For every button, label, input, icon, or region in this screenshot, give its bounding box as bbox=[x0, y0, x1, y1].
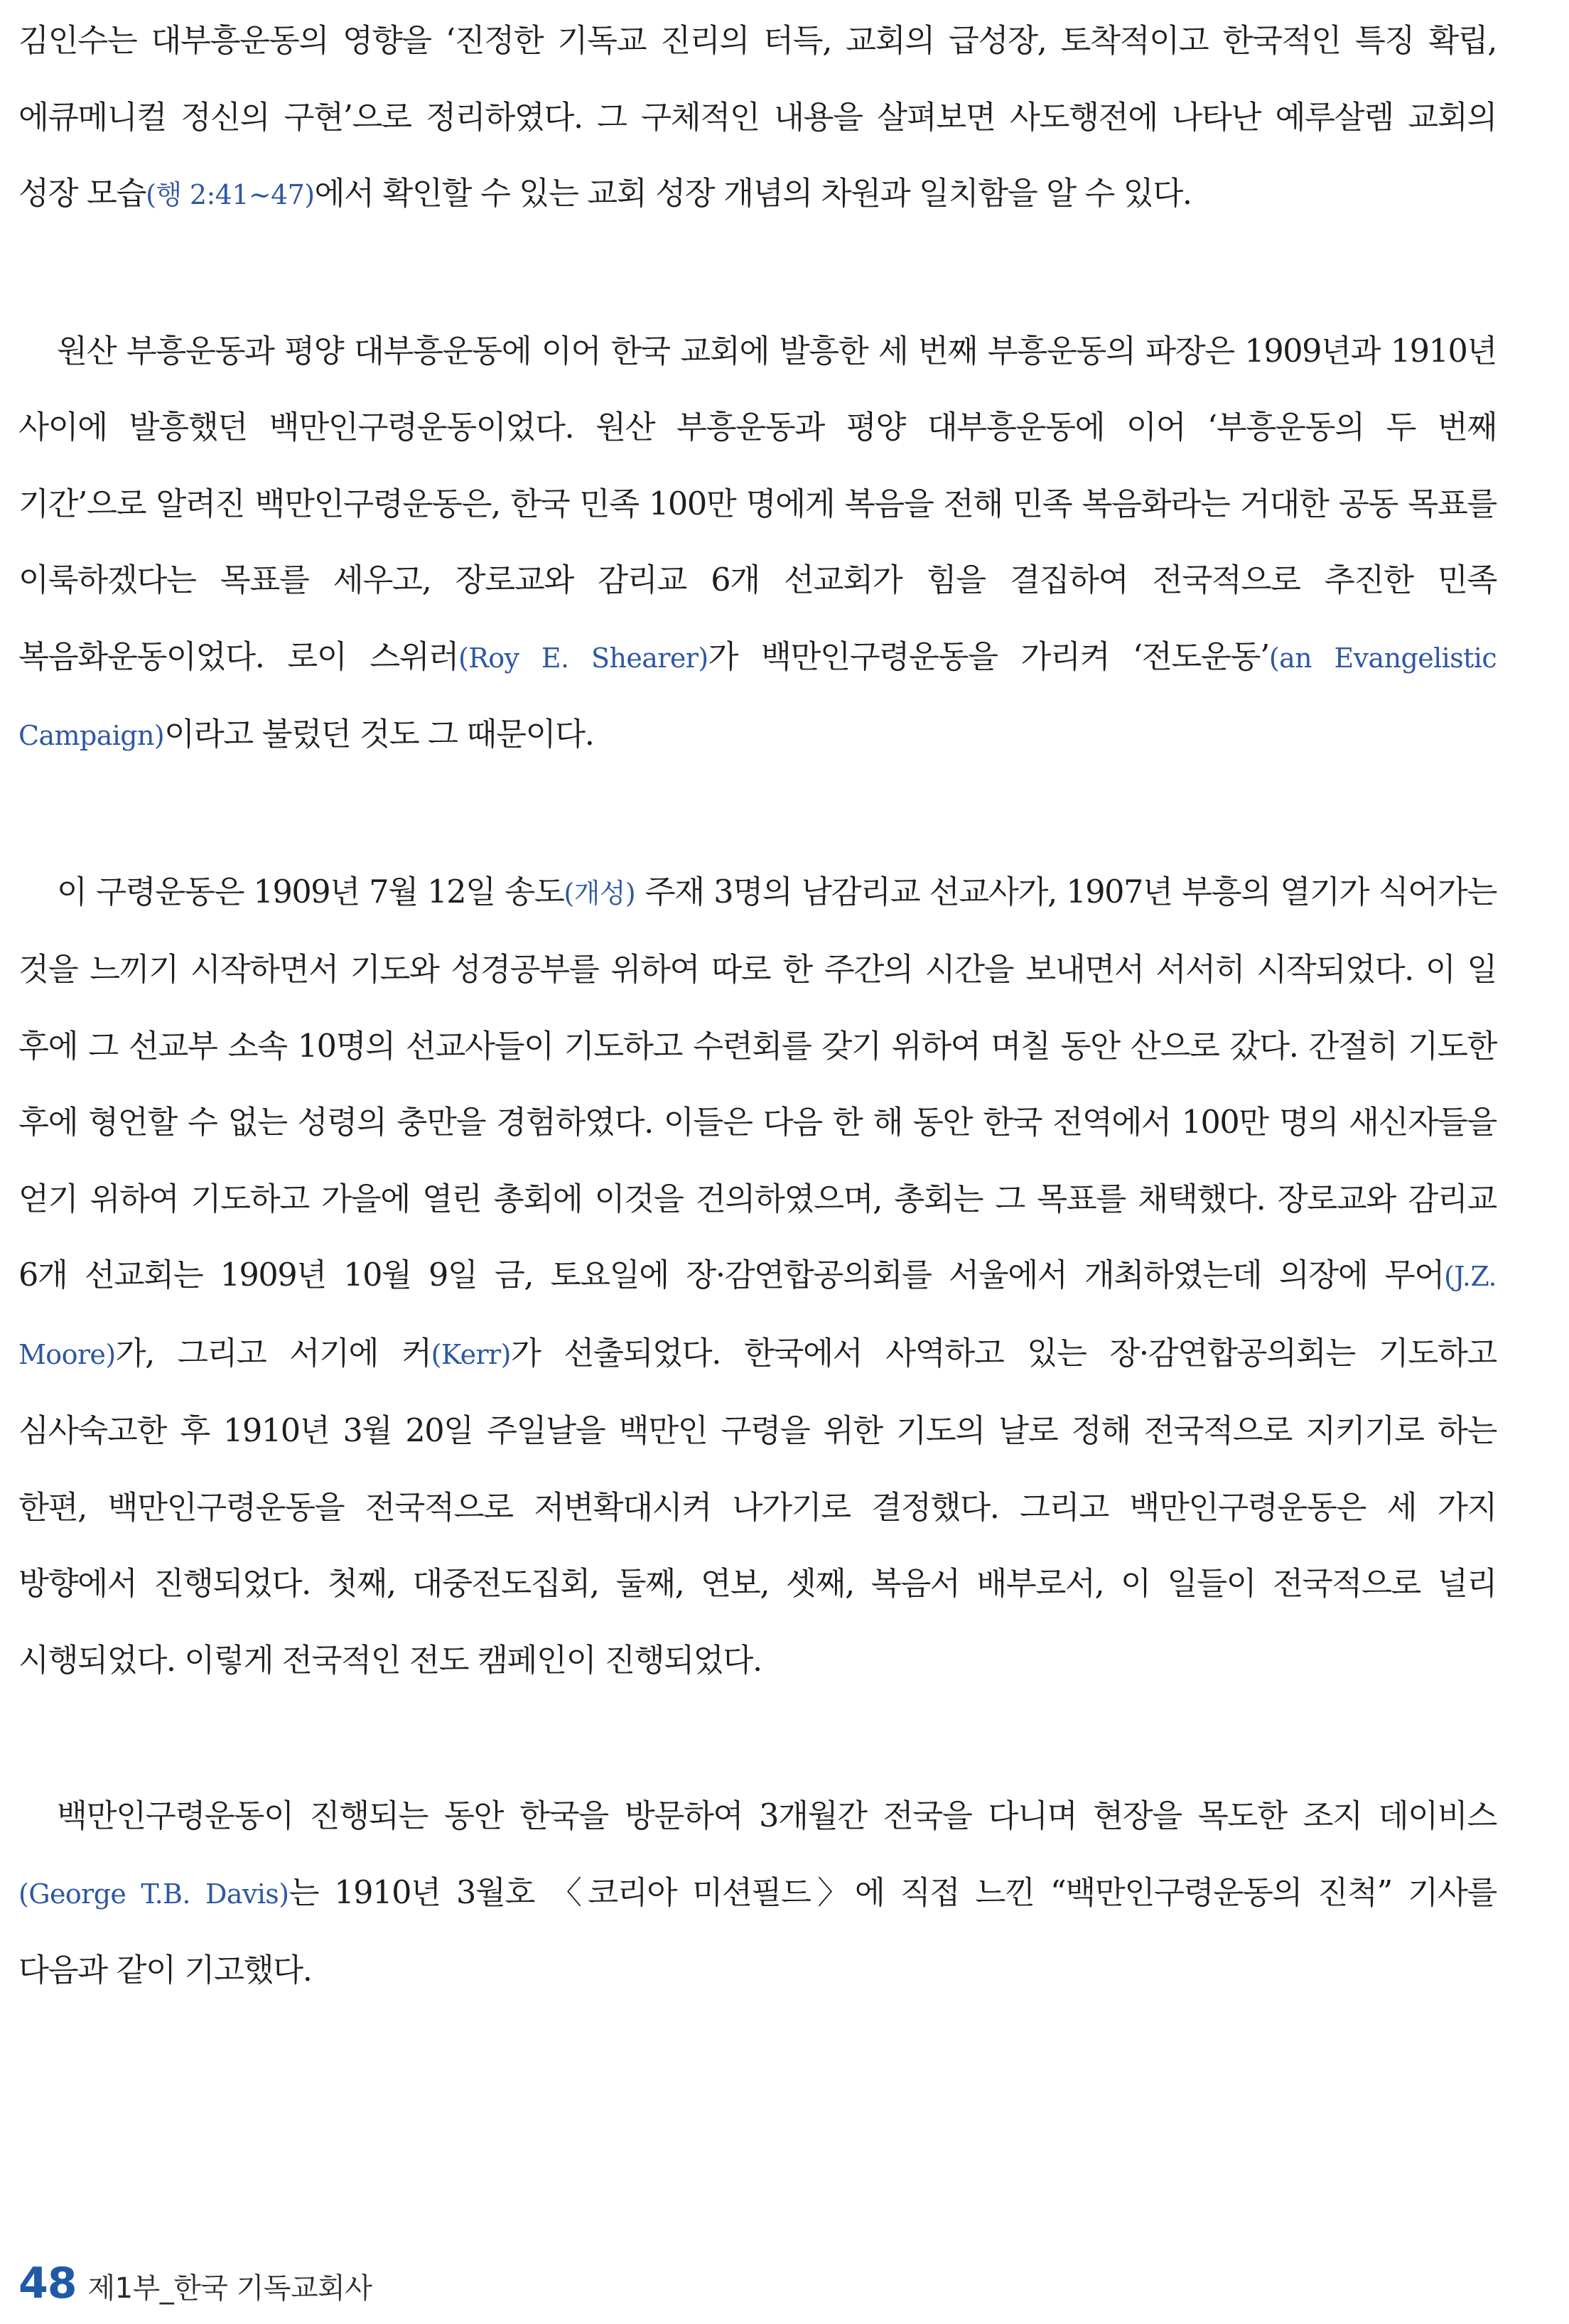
paragraph-text: 이 구령운동은 1909년 7월 12일 송도 bbox=[57, 873, 564, 910]
paragraph-4 bbox=[18, 1778, 1497, 2009]
paragraph-3 bbox=[18, 854, 1497, 1699]
paragraph-text: 가, 그리고 서기에 커 bbox=[115, 1335, 431, 1372]
paragraph-2 bbox=[18, 313, 1497, 775]
paragraph-text: 에서 확인할 수 있는 교회 성장 개념의 차원과 일치함을 알 수 있다. bbox=[314, 176, 1192, 212]
paragraph-text: 이라고 불렀던 것도 그 때문이다. bbox=[164, 716, 594, 753]
place-annotation: (개성) bbox=[564, 877, 636, 909]
page-footer bbox=[18, 2259, 372, 2308]
paragraph-text: 김인수는 대부흥운동의 영향을 ‘진정한 기독교 진리의 터득, 교회의 급성장, 토착적이고 한국적인 특징 확립, 에큐메니컬 정신의 구현’으로 정리하였다. 그 구체적인 내용을 살펴보면 사도행전에 나타난 예루살렘 교회의 성장 모습 bbox=[18, 23, 1497, 212]
name-annotation: (Kerr) bbox=[431, 1338, 511, 1370]
scripture-reference: (행 2:41~47) bbox=[146, 179, 315, 210]
running-head: 제1부_한국 기독교회사 bbox=[87, 2272, 372, 2305]
paragraph-text: 백만인구령운동이 진행되는 동안 한국을 방문하여 3개월간 전국을 다니며 현장을 목도한 조지 데이비스 bbox=[57, 1798, 1497, 1834]
paragraph-text: 주재 3명의 남감리교 선교사가, 1907년 부흥의 열기가 식어가는 것을 느끼기 시작하면서 기도와 성경공부를 위하여 따로 한 주간의 시간을 보내면서 서서히 시작되었다. 이 일 후에 그 선교부 소속 10명의 선교사들이 기도하고 수련회를 갖기 위하여 며칠 동안 산으로 갔다. 간절히 기도한 후에 형언할 수 없는 성령의 충만을 경험하였다. 이들은 다음 한 해 동안 한국 전역에서 100만 명의 새신자들을 얻기 위하여 기도하고 가을에 열린 총회에 이것을 건의하였으며, 총회는 그 목표를 채택했다. 장로교와 감리교 6개 선교회는 1909년 10월 9일 금, 토요일에 장·감연합공의회를 서울에서 개최하였는데 의장에 무어 bbox=[18, 873, 1497, 1293]
paragraph-text: 원산 부흥운동과 평양 대부흥운동에 이어 한국 교회에 발흥한 세 번째 부흥운동의 파장은 1909년과 1910년 사이에 발흥했던 백만인구령운동이었다. 원산 부흥운동과 평양 대부흥운동에 이어 ‘부흥운동의 두 번째 기간’으로 알려진 백만인구령운동은, 한국 민족 100만 명에게 복음을 전해 민족 복음화라는 거대한 공동 목표를 이룩하겠다는 목표를 세우고, 장로교와 감리교 6개 선교회가 힘을 결집하여 전국적으로 추진한 민족 복음화운동이었다. 로이 스위러 bbox=[18, 333, 1497, 675]
name-annotation: (George T.B. Davis) bbox=[18, 1878, 289, 1910]
paragraph-text: 는 1910년 3월호 〈코리아 미션필드〉에 직접 느낀 “백만인구령운동의 진척” 기사를 다음과 같이 기고했다. bbox=[18, 1874, 1497, 1989]
paragraph-text: 가 백만인구령운동을 가리켜 ‘전도운동’ bbox=[708, 638, 1269, 675]
name-annotation: (Roy E. Shearer) bbox=[458, 642, 708, 674]
document-page bbox=[18, 0, 1497, 2009]
page-number: 48 bbox=[18, 2259, 77, 2308]
term-annotation: (an Evangelistic Campaign) bbox=[18, 642, 1497, 751]
name-annotation: (J.Z. Moore) bbox=[18, 1261, 1497, 1370]
paragraph-text: 가 선출되었다. 한국에서 사역하고 있는 장·감연합공의회는 기도하고 심사숙고한 후 1910년 3월 20일 주일날을 백만인 구령을 위한 기도의 날로 정해 전국적으로 지키기로 하는 한편, 백만인구령운동을 전국적으로 저변확대시켜 나가기로 결정했다. 그리고 백만인구령운동은 세 가지 방향에서 진행되었다. 첫째, 대중전도집회, 둘째, 연보, 셋째, 복음서 배부로서, 이 일들이 전국적으로 널리 시행되었다. 이렇게 전국적인 전도 캠페인이 진행되었다. bbox=[18, 1335, 1497, 1679]
paragraph-1 bbox=[18, 0, 1497, 234]
